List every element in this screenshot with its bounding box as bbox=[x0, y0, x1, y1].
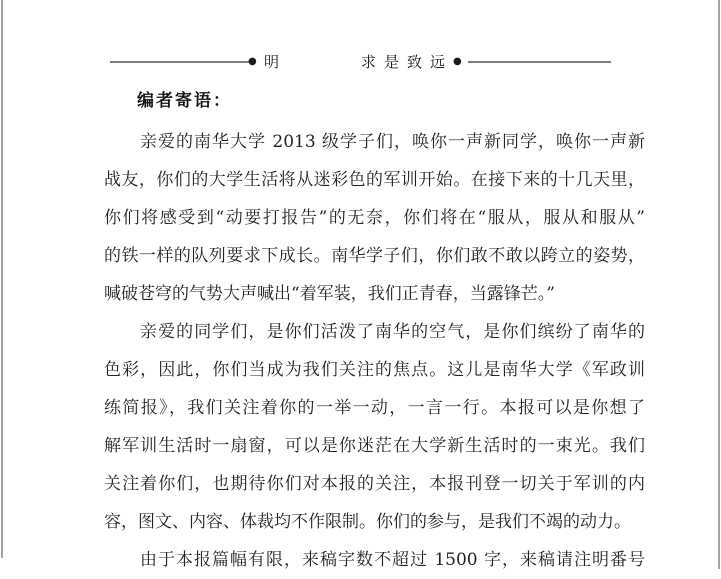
header-motto-left: 明 bbox=[264, 53, 280, 71]
text-line: 你们将感受到“动要打报告”的无奈，你们将在“服从，服从和服从” bbox=[104, 208, 645, 228]
text-line: 练简报》，我们关注着你的一举一动，一言一行。本报可以是你想了 bbox=[104, 398, 645, 418]
header-rule-right bbox=[468, 61, 611, 63]
text-line: 战友，你们的大学生活将从迷彩色的军训开始。在接下来的十几天里， bbox=[104, 170, 645, 190]
text-line: 关注着你们，也期待你们对本报的关注，本报刊登一切关于军训的内 bbox=[104, 474, 645, 494]
document-body bbox=[104, 123, 645, 579]
page-border-left bbox=[1, 0, 3, 558]
header-motto-right: 求是致远 bbox=[361, 53, 454, 71]
text-line: 色彩，因此，你们当成为我们关注的焦点。这儿是南华大学《军政训 bbox=[104, 360, 645, 380]
text-line: 亲爱的同学们，是你们活泼了南华的空气，是你们缤纷了南华的 bbox=[140, 322, 645, 342]
section-heading: 编者寄语： bbox=[137, 91, 232, 111]
text-line: 解军训生活时一扇窗，可以是你迷茫在大学新生活时的一束光。我们 bbox=[104, 436, 645, 456]
header-rule-left bbox=[110, 61, 252, 63]
page-border-right bbox=[718, 0, 720, 569]
header-bullet-left-icon: ● bbox=[248, 56, 257, 67]
text-line: 的铁一样的队列要求下成长。南华学子们，你们敢不敢以跨立的姿势， bbox=[104, 246, 645, 266]
text-line: 容，图文、内容、体裁均不作限制。你们的参与，是我们不竭的动力。 bbox=[104, 512, 631, 532]
text-line: 由于本报篇幅有限，来稿字数不超过 1500 字，来稿请注明番号 bbox=[140, 550, 645, 570]
text-line: 亲爱的南华大学 2013 级学子们，唤你一声新同学，唤你一声新 bbox=[140, 132, 645, 152]
header-bullet-right-icon: ● bbox=[453, 56, 462, 67]
text-line: 喊破苍穹的气势大声喊出“着军装，我们正青春，当露锋芒。” bbox=[104, 284, 555, 304]
